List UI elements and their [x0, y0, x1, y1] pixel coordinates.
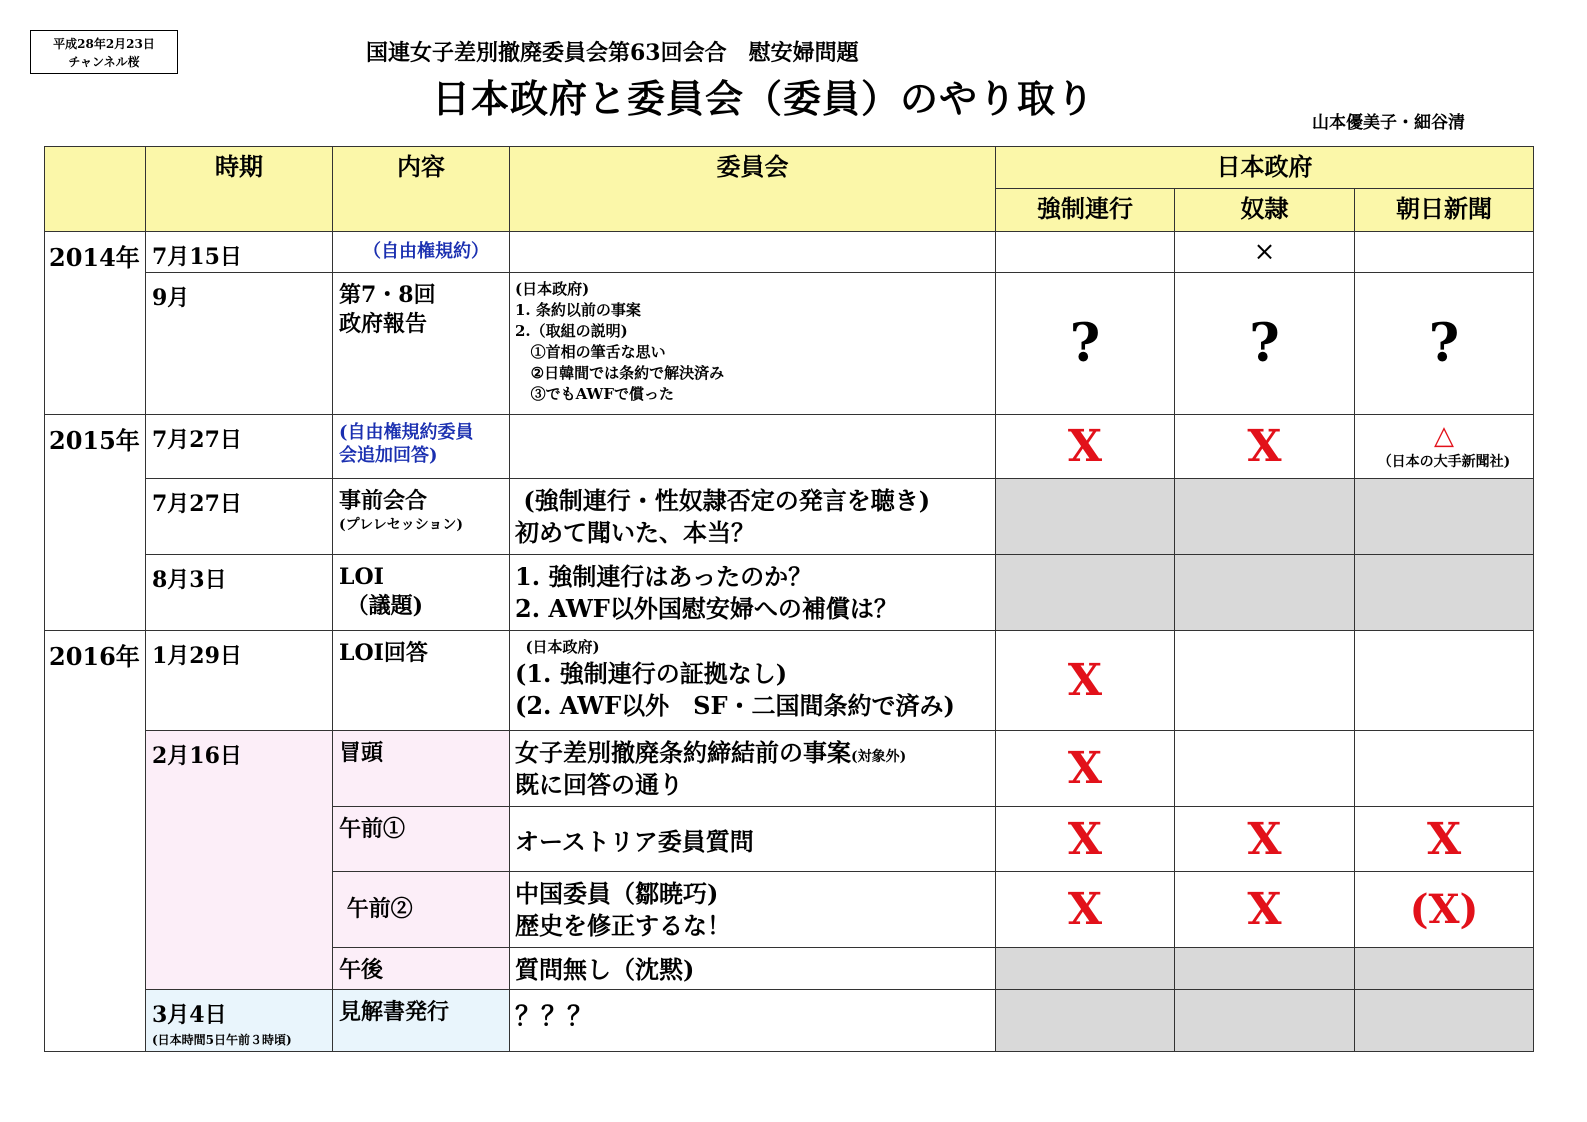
content-cell: 第7・8回 政府報告 — [333, 273, 510, 415]
forced-cell — [996, 990, 1175, 1052]
committee-text-a — [515, 737, 990, 769]
channel-label: チャンネル桜 — [68, 55, 140, 69]
content-cell: 午前② — [333, 872, 510, 948]
committee-cell — [510, 232, 996, 273]
slavery-cell — [1175, 990, 1355, 1052]
x-mark: X — [1067, 421, 1103, 472]
committee-text: ？？？ — [515, 1002, 594, 1032]
committee-cell — [510, 631, 996, 731]
table-row — [45, 631, 1534, 731]
asahi-cell — [1355, 948, 1534, 990]
question-mark: ? — [1069, 313, 1101, 374]
forced-cell — [996, 872, 1175, 948]
slavery-cell — [1175, 479, 1355, 555]
year-cell: 2014年 — [45, 232, 146, 415]
date-cell: 8月3日 — [146, 555, 333, 631]
asahi-cell — [1355, 232, 1534, 273]
date-cell: 2月16日 — [146, 731, 333, 990]
committee-cell — [510, 948, 996, 990]
committee-text: 中国委員（鄒暁巧) 歴史を修正するな！ — [515, 879, 731, 941]
forced-cell — [996, 232, 1175, 273]
x-mark: X — [1067, 655, 1103, 706]
table-row — [45, 479, 1534, 555]
table-row — [45, 273, 1534, 415]
asahi-cell — [1355, 555, 1534, 631]
government-report-text: (日本政府) 1. 条約以前の事案 2.（取組の説明) ①首相の筆舌な思い ②日韓間では条約で解決済み ③でもAWFで償った — [515, 280, 725, 403]
slavery-cell — [1175, 731, 1355, 807]
asahi-cell — [1355, 990, 1534, 1052]
year-cell: 2016年 — [45, 631, 146, 1052]
table-row — [45, 731, 1534, 807]
committee-note: (日本政府) — [515, 638, 600, 656]
asahi-cell — [1355, 479, 1534, 555]
x-mark: X — [1067, 884, 1103, 935]
asahi-cell — [1355, 872, 1534, 948]
asahi-cell — [1355, 273, 1534, 415]
slavery-cell — [1175, 807, 1355, 872]
date-label: 平成28年2月23日 — [53, 37, 155, 51]
slavery-cell — [1175, 631, 1355, 731]
header-row-top — [45, 147, 1534, 189]
forced-cell — [996, 479, 1175, 555]
forced-cell — [996, 731, 1175, 807]
committee-text-b: 既に回答の通り — [515, 770, 683, 800]
header-forced: 強制連行 — [996, 189, 1175, 232]
header-committee: 委員会 — [510, 147, 996, 232]
committee-line-a: 女子差別撤廃条約締結前の事案 — [515, 738, 851, 767]
table-row — [45, 232, 1534, 273]
committee-note-inline: (対象外) — [851, 749, 907, 765]
committee-cell — [510, 872, 996, 948]
year-cell: 2015年 — [45, 415, 146, 631]
document-subtitle: 国連女子差別撤廃委員会第63回会合 慰安婦問題 — [366, 40, 859, 66]
forced-cell — [996, 948, 1175, 990]
content-cell: 冒頭 — [333, 731, 510, 807]
date-cell: 1月29日 — [146, 631, 333, 731]
date-channel-box — [30, 30, 178, 74]
slavery-cell — [1175, 273, 1355, 415]
forced-cell — [996, 273, 1175, 415]
x-mark: X — [1247, 813, 1282, 865]
header-government: 日本政府 — [996, 147, 1534, 189]
x-mark: X — [1067, 743, 1103, 794]
date-label: 3月4日 — [152, 1002, 227, 1028]
question-mark: ? — [1428, 313, 1460, 374]
content-cell: 午後 — [333, 948, 510, 990]
table-row — [45, 990, 1534, 1052]
header-slavery: 奴隷 — [1175, 189, 1355, 232]
committee-cell — [510, 273, 996, 415]
date-cell: 7月15日 — [146, 232, 333, 273]
committee-cell — [510, 415, 996, 479]
content-cell — [333, 479, 510, 555]
x-mark: X — [1067, 813, 1103, 865]
committee-text: (1. 強制連行の証拠なし) (2. AWF以外 SF・二国間条約で済み) — [515, 659, 955, 721]
asahi-cell — [1355, 415, 1534, 479]
header-corner — [45, 147, 146, 232]
forced-cell — [996, 807, 1175, 872]
x-mark: X — [1426, 813, 1462, 865]
forced-cell — [996, 555, 1175, 631]
content-label: 事前会合 — [339, 488, 428, 514]
content-cell: LOI回答 — [333, 631, 510, 731]
content-cell: (自由権規約委員 会追加回答) — [333, 415, 510, 479]
date-cell: 7月27日 — [146, 415, 333, 479]
x-mark: X — [1247, 421, 1282, 472]
committee-text: オーストリア委員質問 — [515, 826, 754, 856]
slavery-cell — [1175, 948, 1355, 990]
content-note: (プレレセッション) — [339, 516, 464, 533]
header-period: 時期 — [146, 147, 333, 232]
slavery-cell — [1175, 872, 1355, 948]
question-mark: ? — [1249, 313, 1280, 374]
content-cell: 見解書発行 — [333, 990, 510, 1052]
forced-cell — [996, 415, 1175, 479]
document-title: 日本政府と委員会（委員）のやり取り — [432, 76, 1096, 121]
asahi-cell — [1355, 807, 1534, 872]
committee-text: 1. 強制連行はあったのか？ 2. AWF以外国慰安婦への補償は？ — [515, 562, 898, 624]
date-cell — [146, 990, 333, 1052]
x-mark: X — [1247, 884, 1282, 935]
committee-cell — [510, 731, 996, 807]
forced-cell — [996, 631, 1175, 731]
date-cell: 7月27日 — [146, 479, 333, 555]
asahi-cell — [1355, 731, 1534, 807]
committee-cell — [510, 990, 996, 1052]
committee-cell — [510, 555, 996, 631]
x-mark-parenthesized: (X) — [1409, 886, 1479, 933]
table-row — [45, 555, 1534, 631]
cross-mark: × — [1253, 237, 1276, 267]
date-note: (日本時間5日午前３時頃) — [152, 1033, 292, 1047]
committee-cell — [510, 479, 996, 555]
asahi-cell — [1355, 631, 1534, 731]
content-cell: （自由権規約） — [333, 232, 510, 273]
committee-text: (強制連行・性奴隷否定の発言を聴き) 初めて聞いた、本当？ — [515, 486, 931, 548]
header-content: 内容 — [333, 147, 510, 232]
asahi-note: （日本の大手新聞社) — [1377, 453, 1511, 470]
content-cell: 午前① — [333, 807, 510, 872]
content-cell: LOI （議題) — [333, 555, 510, 631]
authors: 山本優美子・細谷清 — [1312, 113, 1465, 133]
slavery-cell — [1175, 232, 1355, 273]
committee-cell — [510, 807, 996, 872]
slavery-cell — [1175, 415, 1355, 479]
table-row — [45, 415, 1534, 479]
committee-text: 質問無し（沈黙) — [515, 955, 695, 984]
header-asahi: 朝日新聞 — [1355, 189, 1534, 232]
triangle-mark: △ — [1434, 421, 1454, 452]
slavery-cell — [1175, 555, 1355, 631]
date-cell: 9月 — [146, 273, 333, 415]
exchange-table — [44, 146, 1534, 1052]
